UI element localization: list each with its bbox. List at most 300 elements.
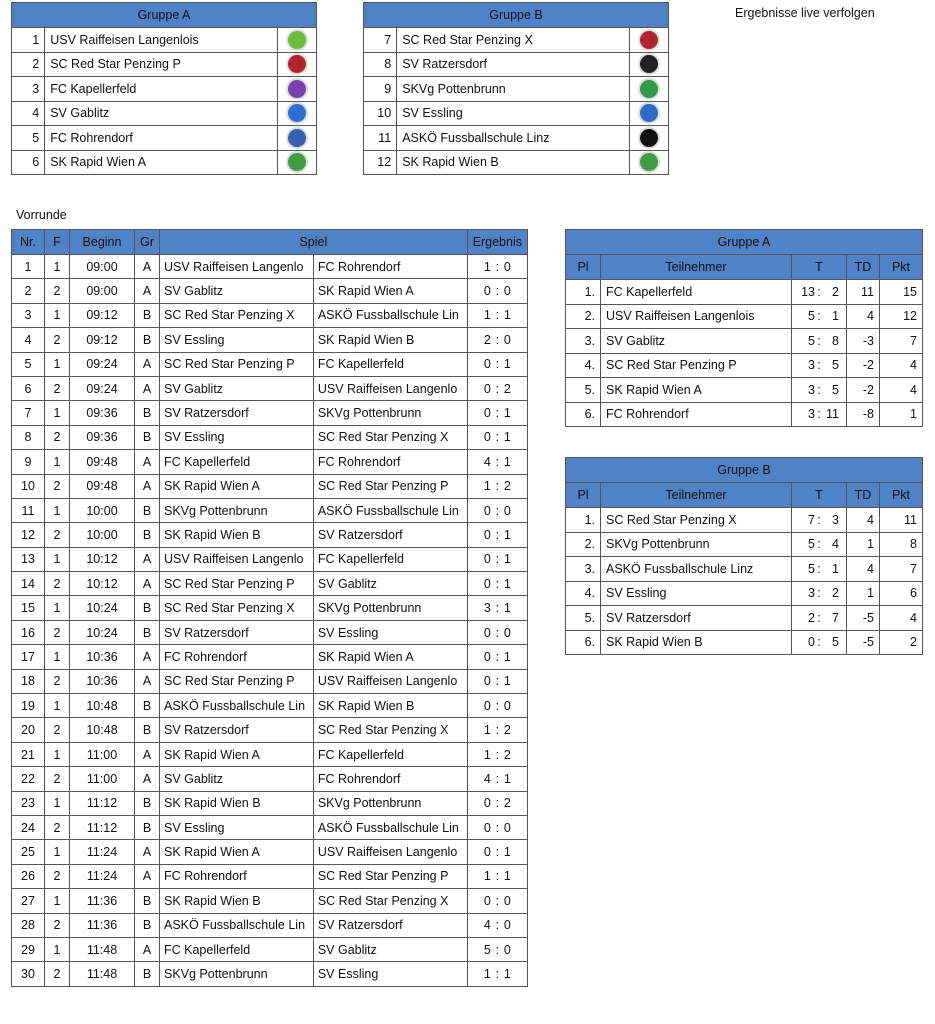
rank: 3.	[566, 329, 601, 354]
away-team[interactable]: SC Red Star Penzing X	[313, 889, 467, 913]
home-team[interactable]: FC Rohrendorf	[160, 645, 314, 669]
score-separator: :	[495, 796, 500, 811]
team-name[interactable]: FC Rohrendorf	[45, 126, 278, 151]
match-result	[467, 718, 527, 742]
score-separator: :	[495, 527, 500, 542]
away-score: 0	[503, 259, 511, 274]
sv-gablitz-logo-icon	[286, 102, 308, 124]
away-score: 2	[503, 723, 511, 738]
team-logo-cell	[629, 52, 668, 77]
match-group: A	[135, 669, 160, 693]
away-team[interactable]: FC Rohrendorf	[313, 767, 467, 791]
score-separator: :	[495, 381, 500, 396]
goal-difference: 11	[847, 280, 880, 305]
goals-against: 5	[832, 358, 839, 373]
team-name[interactable]: SV Ratzersdorf	[397, 52, 630, 77]
schedule-row	[12, 474, 528, 498]
home-score: 4	[483, 771, 491, 786]
match-group: B	[135, 694, 160, 718]
schedule-row	[12, 767, 528, 791]
goals-separator: :	[817, 610, 821, 625]
away-team[interactable]: SKVg Pottenbrunn	[313, 596, 467, 620]
match-number: 3	[12, 303, 45, 327]
away-team[interactable]: SV Essling	[313, 620, 467, 644]
away-team[interactable]: SV Essling	[313, 962, 467, 986]
away-score: 1	[503, 649, 511, 664]
match-result	[467, 474, 527, 498]
match-result	[467, 669, 527, 693]
away-score: 0	[503, 918, 511, 933]
team-name[interactable]: SK Rapid Wien A	[45, 150, 278, 175]
away-team[interactable]: ASKÖ Fussballschule Lin	[313, 303, 467, 327]
asko-linz-logo-icon	[638, 127, 660, 149]
home-score: 0	[483, 357, 491, 372]
away-score: 1	[503, 406, 511, 421]
away-team[interactable]: FC Kapellerfeld	[313, 742, 467, 766]
goals-for: 3	[808, 586, 815, 601]
field-number: 2	[45, 572, 70, 596]
away-team[interactable]: SC Red Star Penzing X	[313, 425, 467, 449]
home-score: 2	[483, 332, 491, 347]
match-group: A	[135, 864, 160, 888]
standings-row	[566, 353, 923, 378]
points: 7	[880, 557, 923, 582]
match-time: 09:00	[70, 255, 135, 279]
match-number: 25	[12, 840, 45, 864]
schedule-row	[12, 962, 528, 986]
home-team[interactable]: SC Red Star Penzing X	[160, 596, 314, 620]
schedule-row	[12, 328, 528, 352]
home-team[interactable]: SC Red Star Penzing P	[160, 669, 314, 693]
home-score: 3	[483, 601, 491, 616]
goals-separator: :	[817, 537, 821, 552]
away-team[interactable]: FC Kapellerfeld	[313, 547, 467, 571]
field-number: 2	[45, 913, 70, 937]
match-result	[467, 523, 527, 547]
participant[interactable]: USV Raiffeisen Langenlois	[601, 304, 792, 329]
match-time: 11:36	[70, 913, 135, 937]
schedule-row	[12, 694, 528, 718]
away-team[interactable]: USV Raiffeisen Langenlo	[313, 840, 467, 864]
match-group: A	[135, 767, 160, 791]
group-b-team-table	[363, 2, 669, 175]
match-number: 13	[12, 547, 45, 571]
match-time: 09:48	[70, 474, 135, 498]
away-team[interactable]: SK Rapid Wien A	[313, 279, 467, 303]
away-team[interactable]: SV Ratzersdorf	[313, 913, 467, 937]
goals-against: 1	[832, 561, 839, 576]
vorrunde-label: Vorrunde	[16, 208, 67, 222]
sv-essling-logo-icon	[638, 102, 660, 124]
match-group: A	[135, 937, 160, 961]
match-number: 5	[12, 352, 45, 376]
standings-a-pl-header: Pl	[566, 255, 601, 280]
red-star-penzing-logo-icon	[286, 53, 308, 75]
schedule-row	[12, 401, 528, 425]
participant[interactable]: ASKÖ Fussballschule Linz	[601, 557, 792, 582]
skvg-pottenbrunn-logo-icon	[638, 78, 660, 100]
field-number: 1	[45, 401, 70, 425]
participant[interactable]: SV Ratzersdorf	[601, 606, 792, 631]
points: 12	[880, 304, 923, 329]
participant[interactable]: SV Essling	[601, 581, 792, 606]
home-team[interactable]: FC Kapellerfeld	[160, 937, 314, 961]
home-team[interactable]: SV Essling	[160, 328, 314, 352]
standings-b-t-header: T	[792, 483, 847, 508]
team-number: 1	[12, 28, 45, 53]
participant[interactable]: FC Kapellerfeld	[601, 280, 792, 305]
score-separator: :	[495, 332, 500, 347]
sv-ratzersdorf-logo-icon	[638, 53, 660, 75]
points: 4	[880, 353, 923, 378]
home-score: 1	[483, 308, 491, 323]
match-group: B	[135, 718, 160, 742]
home-score: 0	[483, 845, 491, 860]
away-team[interactable]: SV Ratzersdorf	[313, 523, 467, 547]
team-name[interactable]: SC Red Star Penzing P	[45, 52, 278, 77]
score-separator: :	[495, 771, 500, 786]
score-separator: :	[495, 430, 500, 445]
away-score: 0	[503, 625, 511, 640]
away-score: 1	[503, 576, 511, 591]
match-time: 10:12	[70, 547, 135, 571]
goals-cell	[792, 606, 847, 631]
rank: 1.	[566, 280, 601, 305]
goals-separator: :	[817, 333, 821, 348]
match-number: 4	[12, 328, 45, 352]
goal-difference: -2	[847, 378, 880, 403]
goals-for: 7	[808, 512, 815, 527]
home-team[interactable]: SK Rapid Wien B	[160, 791, 314, 815]
home-score: 1	[483, 967, 491, 982]
match-group: B	[135, 962, 160, 986]
schedule-row	[12, 913, 528, 937]
participant[interactable]: SK Rapid Wien A	[601, 378, 792, 403]
home-team[interactable]: SV Ratzersdorf	[160, 620, 314, 644]
away-score: 0	[503, 820, 511, 835]
home-team[interactable]: SV Gablitz	[160, 767, 314, 791]
field-number: 1	[45, 303, 70, 327]
away-team[interactable]: SK Rapid Wien B	[313, 328, 467, 352]
home-score: 1	[483, 747, 491, 762]
away-team[interactable]: USV Raiffeisen Langenlo	[313, 669, 467, 693]
match-time: 11:00	[70, 742, 135, 766]
match-time: 11:00	[70, 767, 135, 791]
schedule-row	[12, 279, 528, 303]
schedule-row	[12, 376, 528, 400]
home-team[interactable]: SV Gablitz	[160, 279, 314, 303]
match-time: 09:24	[70, 352, 135, 376]
match-result	[467, 840, 527, 864]
away-score: 2	[503, 381, 511, 396]
match-group: B	[135, 596, 160, 620]
goals-separator: :	[817, 358, 821, 373]
away-team[interactable]: SC Red Star Penzing P	[313, 864, 467, 888]
field-number: 1	[45, 547, 70, 571]
home-team[interactable]: FC Rohrendorf	[160, 864, 314, 888]
field-number: 1	[45, 742, 70, 766]
match-number: 27	[12, 889, 45, 913]
away-score: 1	[503, 771, 511, 786]
score-separator: :	[495, 698, 500, 713]
away-team[interactable]: ASKÖ Fussballschule Lin	[313, 815, 467, 839]
away-score: 1	[503, 674, 511, 689]
away-team[interactable]: USV Raiffeisen Langenlo	[313, 376, 467, 400]
team-name[interactable]: SC Red Star Penzing X	[397, 28, 630, 53]
group-a-title: Gruppe A	[12, 3, 317, 28]
standings-row	[566, 532, 923, 557]
match-group: A	[135, 572, 160, 596]
away-score: 1	[503, 430, 511, 445]
goals-cell	[792, 581, 847, 606]
points: 1	[880, 402, 923, 427]
participant[interactable]: SK Rapid Wien B	[601, 630, 792, 655]
match-time: 10:00	[70, 498, 135, 522]
match-result	[467, 645, 527, 669]
away-score: 1	[503, 845, 511, 860]
score-separator: :	[495, 308, 500, 323]
rank: 2.	[566, 532, 601, 557]
match-group: B	[135, 328, 160, 352]
match-group: A	[135, 255, 160, 279]
home-team[interactable]: ASKÖ Fussballschule Lin	[160, 694, 314, 718]
standings-row	[566, 329, 923, 354]
team-name[interactable]: USV Raiffeisen Langenlois	[45, 28, 278, 53]
match-group: A	[135, 840, 160, 864]
match-group: A	[135, 376, 160, 400]
team-logo-cell	[629, 77, 668, 102]
team-number: 12	[364, 150, 397, 175]
team-number: 10	[364, 101, 397, 126]
team-name[interactable]: SV Essling	[397, 101, 630, 126]
away-team[interactable]: FC Rohrendorf	[313, 255, 467, 279]
field-number: 1	[45, 889, 70, 913]
away-score: 1	[503, 454, 511, 469]
score-separator: :	[495, 649, 500, 664]
team-name[interactable]: SK Rapid Wien B	[397, 150, 630, 175]
home-team[interactable]: USV Raiffeisen Langenlo	[160, 547, 314, 571]
home-score: 4	[483, 454, 491, 469]
schedule-row	[12, 523, 528, 547]
match-result	[467, 596, 527, 620]
goals-cell	[792, 508, 847, 533]
away-team[interactable]: SV Gablitz	[313, 572, 467, 596]
score-separator: :	[495, 869, 500, 884]
away-score: 0	[503, 893, 511, 908]
match-group: B	[135, 303, 160, 327]
schedule-row	[12, 791, 528, 815]
home-score: 0	[483, 284, 491, 299]
goals-against: 1	[832, 309, 839, 324]
home-team[interactable]: SV Ratzersdorf	[160, 401, 314, 425]
standings-row	[566, 581, 923, 606]
team-name[interactable]: FC Kapellerfeld	[45, 77, 278, 102]
team-number: 3	[12, 77, 45, 102]
match-number: 8	[12, 425, 45, 449]
team-name[interactable]: ASKÖ Fussballschule Linz	[397, 126, 630, 151]
home-team[interactable]: SC Red Star Penzing P	[160, 572, 314, 596]
goal-difference: -3	[847, 329, 880, 354]
standings-group-b	[565, 457, 923, 655]
team-name[interactable]: SKVg Pottenbrunn	[397, 77, 630, 102]
match-result	[467, 742, 527, 766]
goals-for: 3	[808, 407, 815, 422]
away-team[interactable]: FC Rohrendorf	[313, 450, 467, 474]
away-team[interactable]: FC Kapellerfeld	[313, 352, 467, 376]
participant[interactable]: FC Rohrendorf	[601, 402, 792, 427]
col-spiel-header: Spiel	[160, 230, 468, 255]
goals-for: 5	[808, 537, 815, 552]
match-time: 10:36	[70, 645, 135, 669]
standings-b-title: Gruppe B	[566, 458, 923, 483]
field-number: 2	[45, 279, 70, 303]
team-name[interactable]: SV Gablitz	[45, 101, 278, 126]
field-number: 1	[45, 937, 70, 961]
match-time: 09:12	[70, 328, 135, 352]
away-team[interactable]: ASKÖ Fussballschule Lin	[313, 498, 467, 522]
goals-separator: :	[817, 309, 821, 324]
team-logo-cell	[277, 28, 316, 53]
goals-for: 0	[808, 635, 815, 650]
goal-difference: 4	[847, 304, 880, 329]
match-result	[467, 889, 527, 913]
goals-for: 5	[808, 309, 815, 324]
home-score: 0	[483, 406, 491, 421]
home-team[interactable]: ASKÖ Fussballschule Lin	[160, 913, 314, 937]
field-number: 2	[45, 620, 70, 644]
field-number: 1	[45, 255, 70, 279]
goals-for: 5	[808, 333, 815, 348]
field-number: 1	[45, 596, 70, 620]
home-team[interactable]: SK Rapid Wien B	[160, 523, 314, 547]
match-number: 7	[12, 401, 45, 425]
goals-against: 11	[826, 407, 839, 422]
away-score: 2	[503, 479, 511, 494]
points: 6	[880, 581, 923, 606]
schedule-row	[12, 572, 528, 596]
match-group: B	[135, 889, 160, 913]
field-number: 2	[45, 962, 70, 986]
match-result	[467, 694, 527, 718]
live-results-link[interactable]: Ergebnisse live verfolgen	[735, 6, 875, 20]
group-a-team-table	[11, 2, 317, 175]
home-score: 4	[483, 918, 491, 933]
home-team[interactable]: SK Rapid Wien B	[160, 889, 314, 913]
score-separator: :	[495, 723, 500, 738]
schedule-row	[12, 742, 528, 766]
match-result	[467, 864, 527, 888]
team-logo-cell	[629, 28, 668, 53]
match-time: 09:36	[70, 401, 135, 425]
match-group: B	[135, 791, 160, 815]
goals-against: 4	[832, 537, 839, 552]
goal-difference: 1	[847, 581, 880, 606]
team-row	[364, 77, 669, 102]
schedule-row	[12, 645, 528, 669]
goals-cell	[792, 630, 847, 655]
home-team[interactable]: SC Red Star Penzing X	[160, 303, 314, 327]
participant[interactable]: SC Red Star Penzing P	[601, 353, 792, 378]
schedule-row	[12, 596, 528, 620]
standings-b-teilnehmer-header: Teilnehmer	[601, 483, 792, 508]
home-team[interactable]: SKVg Pottenbrunn	[160, 498, 314, 522]
home-team[interactable]: SV Essling	[160, 425, 314, 449]
field-number: 1	[45, 694, 70, 718]
score-separator: :	[495, 259, 500, 274]
home-team[interactable]: SK Rapid Wien A	[160, 742, 314, 766]
goals-against: 8	[832, 333, 839, 348]
match-result	[467, 815, 527, 839]
schedule-row	[12, 718, 528, 742]
home-team[interactable]: SKVg Pottenbrunn	[160, 962, 314, 986]
field-number: 2	[45, 815, 70, 839]
home-team[interactable]: SV Ratzersdorf	[160, 718, 314, 742]
participant[interactable]: SC Red Star Penzing X	[601, 508, 792, 533]
home-score: 0	[483, 796, 491, 811]
match-result	[467, 328, 527, 352]
home-score: 0	[483, 820, 491, 835]
away-team[interactable]: SC Red Star Penzing P	[313, 474, 467, 498]
match-number: 29	[12, 937, 45, 961]
home-team[interactable]: SV Gablitz	[160, 376, 314, 400]
home-team[interactable]: SK Rapid Wien A	[160, 840, 314, 864]
col-f-header: F	[45, 230, 70, 255]
standings-row	[566, 304, 923, 329]
home-team[interactable]: SC Red Star Penzing P	[160, 352, 314, 376]
match-number: 2	[12, 279, 45, 303]
match-result	[467, 255, 527, 279]
team-number: 2	[12, 52, 45, 77]
away-team[interactable]: SC Red Star Penzing X	[313, 718, 467, 742]
home-score: 0	[483, 430, 491, 445]
match-group: A	[135, 450, 160, 474]
schedule-table	[11, 229, 528, 987]
field-number: 1	[45, 791, 70, 815]
match-time: 09:00	[70, 279, 135, 303]
away-team[interactable]: SV Gablitz	[313, 937, 467, 961]
score-separator: :	[495, 357, 500, 372]
goals-against: 2	[832, 284, 839, 299]
home-team[interactable]: SK Rapid Wien A	[160, 474, 314, 498]
match-time: 11:24	[70, 864, 135, 888]
home-score: 0	[483, 552, 491, 567]
home-score: 0	[483, 674, 491, 689]
rank: 6.	[566, 630, 601, 655]
match-time: 11:48	[70, 962, 135, 986]
away-team[interactable]: SKVg Pottenbrunn	[313, 791, 467, 815]
participant[interactable]: SKVg Pottenbrunn	[601, 532, 792, 557]
match-number: 30	[12, 962, 45, 986]
score-separator: :	[495, 284, 500, 299]
field-number: 1	[45, 840, 70, 864]
standings-row	[566, 402, 923, 427]
home-team[interactable]: USV Raiffeisen Langenlo	[160, 255, 314, 279]
away-team[interactable]: SK Rapid Wien B	[313, 694, 467, 718]
rank: 5.	[566, 606, 601, 631]
away-team[interactable]: SK Rapid Wien A	[313, 645, 467, 669]
away-score: 0	[503, 284, 511, 299]
score-separator: :	[495, 820, 500, 835]
home-team[interactable]: FC Kapellerfeld	[160, 450, 314, 474]
away-team[interactable]: SKVg Pottenbrunn	[313, 401, 467, 425]
match-result	[467, 620, 527, 644]
match-number: 15	[12, 596, 45, 620]
participant[interactable]: SV Gablitz	[601, 329, 792, 354]
goal-difference: -5	[847, 630, 880, 655]
match-result	[467, 498, 527, 522]
home-team[interactable]: SV Essling	[160, 815, 314, 839]
rank: 5.	[566, 378, 601, 403]
